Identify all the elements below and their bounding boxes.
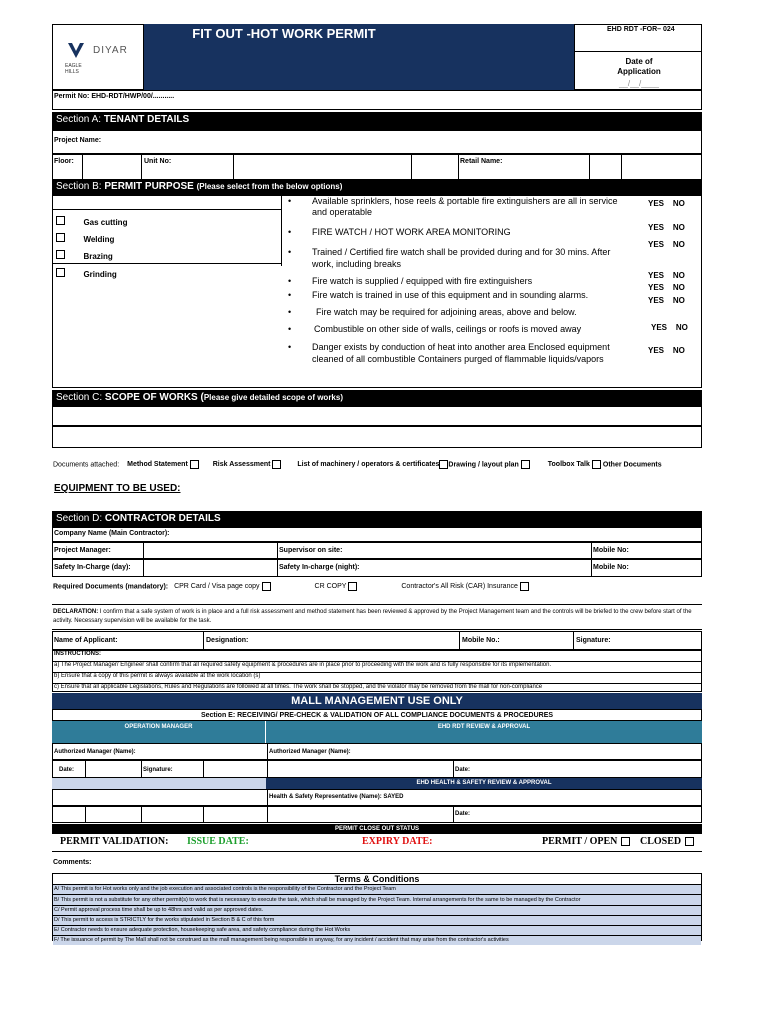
- company-row[interactable]: Company Name (Main Contractor):: [52, 527, 702, 542]
- equipment-label: EQUIPMENT TO BE USED:: [54, 483, 181, 494]
- check-item: • Danger exists by conduction of heat into another area Enclosed equipment cleaned of all combustible Containers purged of flammable liquids/vapors: [288, 342, 610, 364]
- option-gas-cutting[interactable]: Gas cutting: [54, 212, 127, 230]
- logo-icon: [67, 41, 85, 59]
- brazing-checkbox[interactable]: [56, 250, 65, 259]
- section-c-header: Section C: SCOPE OF WORKS (Please give detailed scope of works): [52, 390, 702, 406]
- terms-title: Terms & Conditions: [53, 874, 701, 885]
- scope-line-2[interactable]: [52, 426, 702, 448]
- term-item: A/ This permit is for Hot works only and the job execution and associated controls is the responsibility of the Contractor and the Project Team: [53, 885, 701, 895]
- hs-date-row: Date:: [52, 806, 702, 823]
- option-brazing[interactable]: Brazing: [54, 246, 113, 264]
- logo-text: DIYAR: [93, 45, 128, 56]
- cpr-checkbox[interactable]: [262, 582, 271, 591]
- yes-no[interactable]: YES NO: [648, 296, 685, 305]
- safety-row: Safety In-Charge (day): Safety In-charge (night): Mobile No:: [52, 559, 702, 577]
- floor-row: [52, 154, 702, 180]
- yes-no[interactable]: YES NO: [648, 240, 685, 249]
- yes-no[interactable]: YES NO: [648, 346, 685, 355]
- date-value: __/__/____: [618, 79, 660, 88]
- permit-validation-row: PERMIT VALIDATION: ISSUE DATE: EXPIRY DATE: PERMIT / OPEN CLOSED: [52, 836, 702, 850]
- welding-checkbox[interactable]: [56, 233, 65, 242]
- declaration: DECLARATION: I confirm that a safe system of work is in place and a full risk assessment and method statement has been reviewed & approved by the Project Management team and the controls will be briefed to the crew before start of the activity. Necessary supervision will be available for the task.: [52, 604, 702, 630]
- risk-assessment-checkbox[interactable]: [272, 460, 281, 469]
- title-bar: [144, 24, 574, 90]
- grinding-checkbox[interactable]: [56, 268, 65, 277]
- section-e-header: Section E: RECEIVING/ PRE-CHECK & VALIDATION OF ALL COMPLIANCE DOCUMENTS & PROCEDURES: [52, 709, 702, 721]
- yes-no[interactable]: YES NO: [648, 271, 685, 280]
- logo-sub: EAGLE HILLS: [65, 63, 82, 75]
- form-code: EHD RDT -FOR– 024: [607, 26, 675, 33]
- yes-no[interactable]: YES NO: [648, 199, 685, 208]
- expiry-date: EXPIRY DATE:: [362, 836, 433, 847]
- page-title: FIT OUT -HOT WORK PERMIT: [192, 26, 376, 41]
- scope-line-1[interactable]: [52, 406, 702, 426]
- check-item: • Available sprinklers, hose reels & portable fire extinguishers are all in service and operatable: [288, 196, 618, 217]
- method-statement-checkbox[interactable]: [190, 460, 199, 469]
- hs-blue-band: [52, 778, 266, 789]
- terms-box: [52, 873, 702, 941]
- project-name-label: Project Name:: [54, 137, 102, 144]
- date-signature-row: Date: Signature: Date:: [52, 760, 702, 778]
- option-grinding[interactable]: Grinding: [54, 264, 117, 282]
- term-item: B/ This permit is not a substitute for any other permit(s) to work that is necessary to execute the task, which shall be managed by the Project Team. Internal arrangements for the same to be managed by the Contractor: [53, 895, 701, 906]
- toolbox-talk-checkbox[interactable]: [592, 460, 601, 469]
- date-box: [574, 51, 702, 90]
- check-item: • Trained / Certified fire watch shall be provided during and for 30 mins. After work, including breaks: [288, 247, 611, 269]
- term-item: F/ The issuance of permit by The Mall shall not be construed as the mall management being responsible in anyway, for any incident / accident that may arise from the contractor's activities: [53, 936, 701, 945]
- check-item: • Fire watch may be required for adjoining areas, above and below.: [288, 307, 577, 317]
- project-manager-row: Project Manager: Supervisor on site: Mobile No:: [52, 542, 702, 559]
- comments-row[interactable]: Comments:: [52, 851, 702, 873]
- cr-checkbox[interactable]: [348, 582, 357, 591]
- auth-manager-row: Authorized Manager (Name): Authorized Manager (Name):: [52, 743, 702, 760]
- check-item: • Fire watch is supplied / equipped with fire extinguishers: [288, 276, 533, 286]
- check-item: • FIRE WATCH / HOT WORK AREA MONITORING: [288, 227, 511, 237]
- check-item: • Combustible on other side of walls, ceilings or roofs is moved away: [288, 324, 582, 334]
- required-docs-row: Required Documents (mandatory): CPR Card / Visa page copy CR COPY Contractor's All Risk (CAR) Insurance: [53, 582, 531, 591]
- yes-no[interactable]: YES NO: [648, 283, 685, 292]
- term-item: E/ Contractor needs to ensure adequate protection, housekeeping safe area, and safety compliance during the Hot Works: [53, 926, 701, 936]
- permit-no-row: [52, 90, 702, 110]
- form-code-box: [574, 24, 702, 52]
- applicant-row: Name of Applicant: Designation: Mobile No.: Signature:: [52, 631, 702, 650]
- section-a-header: Section A: TENANT DETAILS: [52, 112, 702, 130]
- section-b-header: Section B: PERMIT PURPOSE (Please select from the below options): [52, 180, 702, 195]
- term-item: D/ This permit to access is STRICTLY for the works stipulated in Section B & C of this form: [53, 916, 701, 926]
- documents-attached-row: Documents attached: Method Statement Risk Assessment List of machinery / operators & certificates Drawing / layout plan Toolbox Talk Other Documents: [53, 461, 662, 469]
- instructions: INSTRUCTIONS: a) The Project Manager/ Engineer shall confirm that all required safety equipment & procedures are in place prior to proceeding with the work and is fully responsible for its implementation. b) Ensure that a copy of this permit is always available at the work location (s) c) Ensure that all applicable Legislations, Rules and Regulations are followed at all times. The work shall be stopped, and the violator may be removed from the mall for non-compliance: [52, 650, 702, 692]
- term-item: C/ Permit approval process time shall be up to 48hrs and valid as per approved dates.: [53, 906, 701, 916]
- issue-date: ISSUE DATE:: [187, 836, 249, 847]
- open-checkbox[interactable]: [621, 837, 630, 846]
- mall-management-header: MALL MANAGEMENT USE ONLY: [52, 693, 702, 709]
- ehd-review-header: EHD RDT REVIEW & APPROVAL: [266, 721, 702, 743]
- drawing-checkbox[interactable]: [521, 460, 530, 469]
- logo-box: [52, 24, 144, 90]
- option-welding[interactable]: Welding: [54, 229, 114, 247]
- hs-review-header: EHD HEALTH & SAFETY REVIEW & APPROVAL: [266, 778, 702, 789]
- car-checkbox[interactable]: [520, 582, 529, 591]
- permit-no: Permit No: EHD-RDT/HWP/00/...........: [54, 93, 175, 100]
- date-label: Date of Application: [617, 57, 661, 76]
- project-name-row[interactable]: [52, 130, 702, 154]
- section-d-header: Section D: CONTRACTOR DETAILS: [52, 511, 702, 527]
- operation-manager-header: OPERATION MANAGER: [52, 721, 266, 743]
- yes-no[interactable]: YES NO: [651, 323, 688, 332]
- gas-cutting-checkbox[interactable]: [56, 216, 65, 225]
- floor-label: Floor:: [54, 158, 74, 165]
- retail-name-label: Retail Name:: [460, 158, 503, 165]
- closed-checkbox[interactable]: [685, 837, 694, 846]
- unit-no-label: Unit No:: [144, 158, 172, 165]
- check-item: • Fire watch is trained in use of this equipment and in sounding alarms.: [288, 290, 589, 300]
- yes-no[interactable]: YES NO: [648, 223, 685, 232]
- hs-rep-row: Health & Safety Representative (Name): SAYED: [52, 789, 702, 806]
- close-out-header: PERMIT CLOSE OUT STATUS: [52, 824, 702, 834]
